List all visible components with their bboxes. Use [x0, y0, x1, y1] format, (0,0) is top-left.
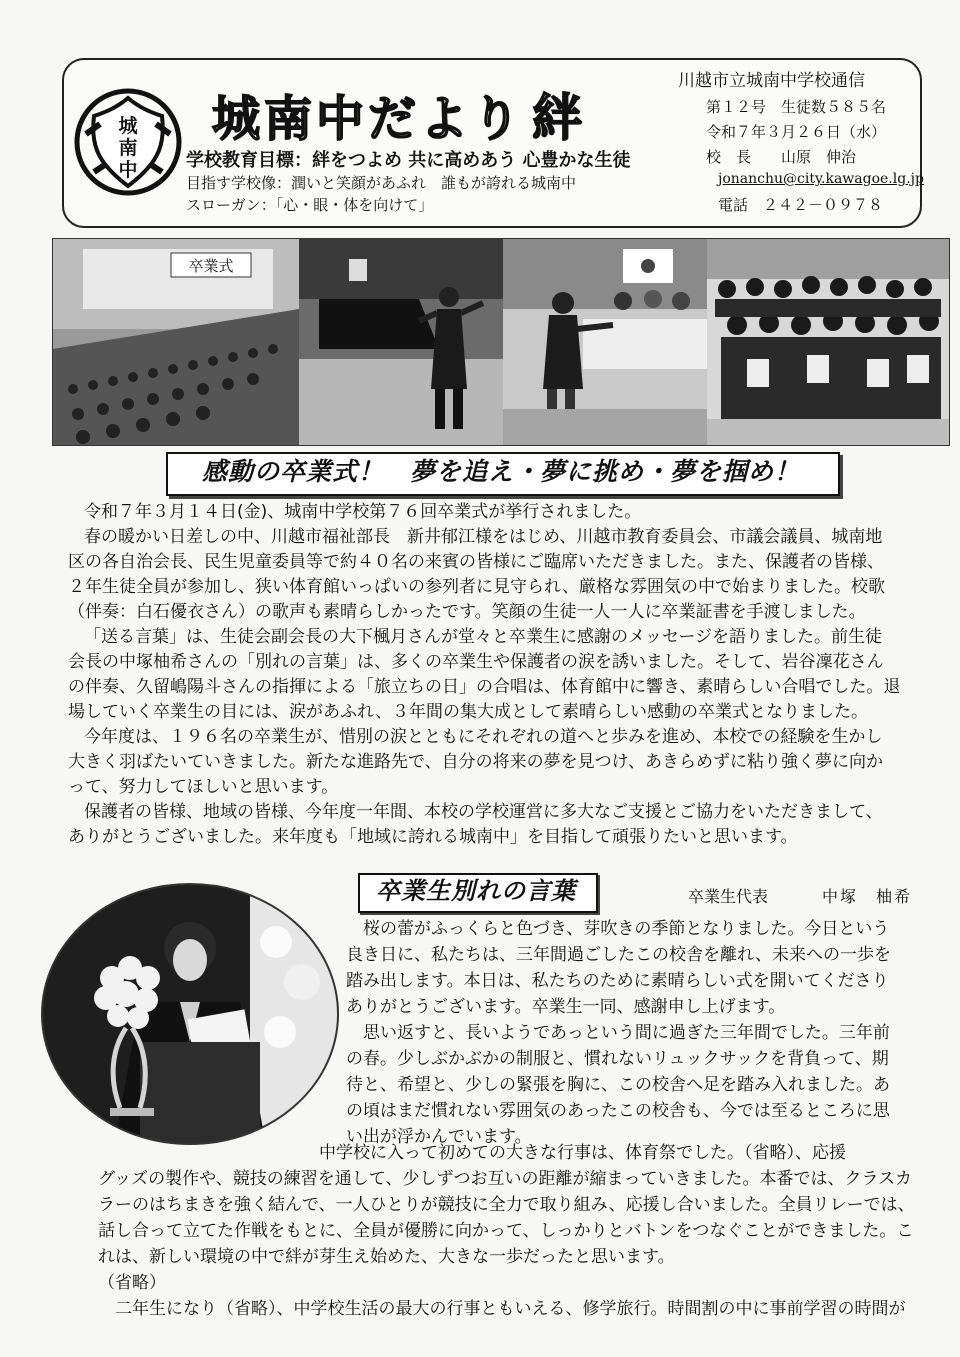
farewell-speech-bottom: [98, 1140, 938, 1322]
class-group-photo: [707, 239, 949, 445]
article-paragraph: [68, 625, 928, 725]
article-headline: 感動の卒業式！ 夢を追え・夢に挑め・夢を掴め！: [201, 457, 800, 486]
paragraph-line: 保護者の皆様、地域の皆様、今年度一年間、本校の学校運営に多大なご支援とご協力をいただきまして、: [84, 802, 883, 822]
speech-line: の頃はまだ慣れない雰囲気のあったこの校舎も、今では至るところに思: [346, 1101, 890, 1121]
paragraph-line: 会長の中塚柚希さんの「別れの言葉」は、多くの卒業生や保護者の涙を誘いました。そして、岩谷凜花さん: [68, 652, 884, 672]
speech-line: ありがとうございます。卒業生一同、感謝申し上げます。: [346, 997, 786, 1017]
speech-line: れは、新しい環境の中で絆が芽生え始めた、大きな一歩だったと思います。: [98, 1247, 675, 1267]
speech-line: 中学校に入って初めての大きな行事は、体育祭でした。（省略）、応援: [98, 1143, 846, 1163]
speech-line: 思い返すと、長いようであっという間に過ぎた三年間でした。三年前: [346, 1023, 890, 1043]
paragraph-line: 区の各自治会長、民生児童委員等で約４０名の来賓の皆様にご臨席いただきました。また、保護者の皆様、: [68, 552, 884, 572]
article-paragraph: [68, 525, 928, 625]
piano-performance-photo: [299, 239, 503, 445]
speech-line: 待と、希望と、少しの緊張を胸に、この校舎へ足を踏み入れました。あ: [346, 1075, 890, 1095]
school-phone: 電話 ２４２－０９７８: [718, 196, 884, 214]
speech-line: 桜の蕾がふっくらと色づき、芽吹きの季節となりました。今日という: [346, 919, 890, 939]
newsletter-title-kanji: 絆: [532, 88, 582, 147]
ceremony-hall-photo: [53, 239, 299, 445]
svg-text:南: 南: [118, 137, 138, 159]
paragraph-line: ２年生徒全員が参加し、狭い体育館いっぱいの参列者に見守られ、厳格な雰囲気の中で始まりました。校歌: [68, 577, 886, 597]
principal-name: 校 長 山原 伸治: [706, 148, 857, 166]
article-paragraph: [68, 725, 928, 800]
issue-date: 令和７年３月２６日（水）: [706, 123, 887, 141]
speech-line: グッズの製作や、競技の練習を通して、少しずつお互いの距離が縮まっていきました。本番では、クラスカ: [98, 1169, 912, 1189]
representative-name: 中塚 柚希: [822, 887, 913, 906]
speech-line: ラーのはちまきを強く結んで、一人ひとりが競技に全力で取り組み、応援し合いました。全員リレーでは、: [98, 1195, 915, 1215]
paragraph-line: （伴奏：白石優衣さん）の歌声も素晴らしかったです。笑顔の生徒一人一人に卒業証書を手渡しました。: [68, 602, 866, 622]
farewell-speech-top: [346, 916, 918, 1150]
paragraph-line: って、努力してほしいと思います。: [68, 777, 339, 797]
paragraph-line: 令和７年３月１４日(金)、城南中学校第７６回卒業式が挙行されました。: [84, 502, 642, 522]
school-seal-logo: [72, 86, 184, 198]
school-slogan: スローガン：「心・眼・体を向けて」: [186, 196, 434, 214]
ceremony-sign-text: 卒業式: [188, 257, 234, 275]
paragraph-line: 今年度は、１９６名の卒業生が、惜別の涙とともにそれぞれの道へと歩みを進め、本校での経験を生かし: [84, 727, 883, 747]
paragraph-line: 「送る言葉」は、生徒会副会長の大下楓月さんが堂々と卒業生に感謝のメッセージを語りました。前生徒: [84, 627, 882, 647]
diploma-presentation-photo: [503, 239, 707, 445]
paragraph-line: の伴奏、久留嶋陽斗さんの指揮による「旅立ちの日」の合唱は、体育館中に響き、素晴らしい合唱でした。退: [68, 677, 901, 697]
issue-info: 第１２号 生徒数５８５名: [706, 98, 887, 116]
speech-line: 踏み出します。本日は、私たちのために素晴らしい式を開いてくださり: [346, 971, 889, 991]
svg-text:城: 城: [118, 115, 138, 137]
paragraph-line: 大きく羽ばたいていきました。新たな進路先で、自分の将来の夢を見つけ、あきらめずに粘り強く夢に向か: [68, 752, 883, 772]
speech-line: 二年生になり（省略）、中学校生活の最大の行事ともいえる、修学旅行。時間割の中に事前学習の時間が: [98, 1299, 906, 1319]
graduate-speech-photo: [40, 882, 340, 1146]
school-name: 川越市立城南中学校通信: [678, 71, 865, 91]
speech-line: 良き日に、私たちは、三年間過ごしたこの校舎を離れ、未来への一歩を: [346, 945, 892, 965]
speech-line: の春。少しぶかぶかの制服と、慣れないリュックサックを背負って、期: [346, 1049, 889, 1069]
school-ideal: 目指す学校像：潤いと笑顔があふれ 誰もが誇れる城南中: [186, 174, 577, 192]
paragraph-line: 春の暖かい日差しの中、川越市福祉部長 新井郁江様をはじめ、川越市教育委員会、市議会議員、城南地: [84, 527, 883, 547]
school-email-link[interactable]: jonanchu@city.kawagoe.lg.jp: [718, 171, 924, 187]
speech-line: い出が浮かんでいます。: [346, 1127, 532, 1147]
article-paragraph: [68, 800, 928, 850]
newsletter-title: 城南中だより: [212, 91, 525, 147]
photo-strip: [52, 238, 950, 446]
farewell-title: 卒業生別れの言葉: [376, 877, 576, 905]
paragraph-line: 場していく卒業生の目には、涙があふれ、３年間の集大成として素晴らしい感動の卒業式となりました。: [68, 702, 869, 722]
speech-line: 話し合って立てた作戦をもとに、全員が優勝に向かって、しっかりとバトンをつなぐことができました。こ: [98, 1221, 914, 1241]
svg-text:中: 中: [118, 159, 138, 181]
paragraph-line: ありがとうございました。来年度も「地域に誇れる城南中」を目指して頑張りたいと思います。: [68, 827, 798, 847]
speech-line: （省略）: [98, 1273, 166, 1293]
article-paragraph: [68, 500, 928, 525]
representative-label: 卒業生代表: [688, 887, 769, 906]
school-goal: 学校教育目標：絆をつよめ 共に高めあう 心豊かな生徒: [186, 150, 631, 171]
